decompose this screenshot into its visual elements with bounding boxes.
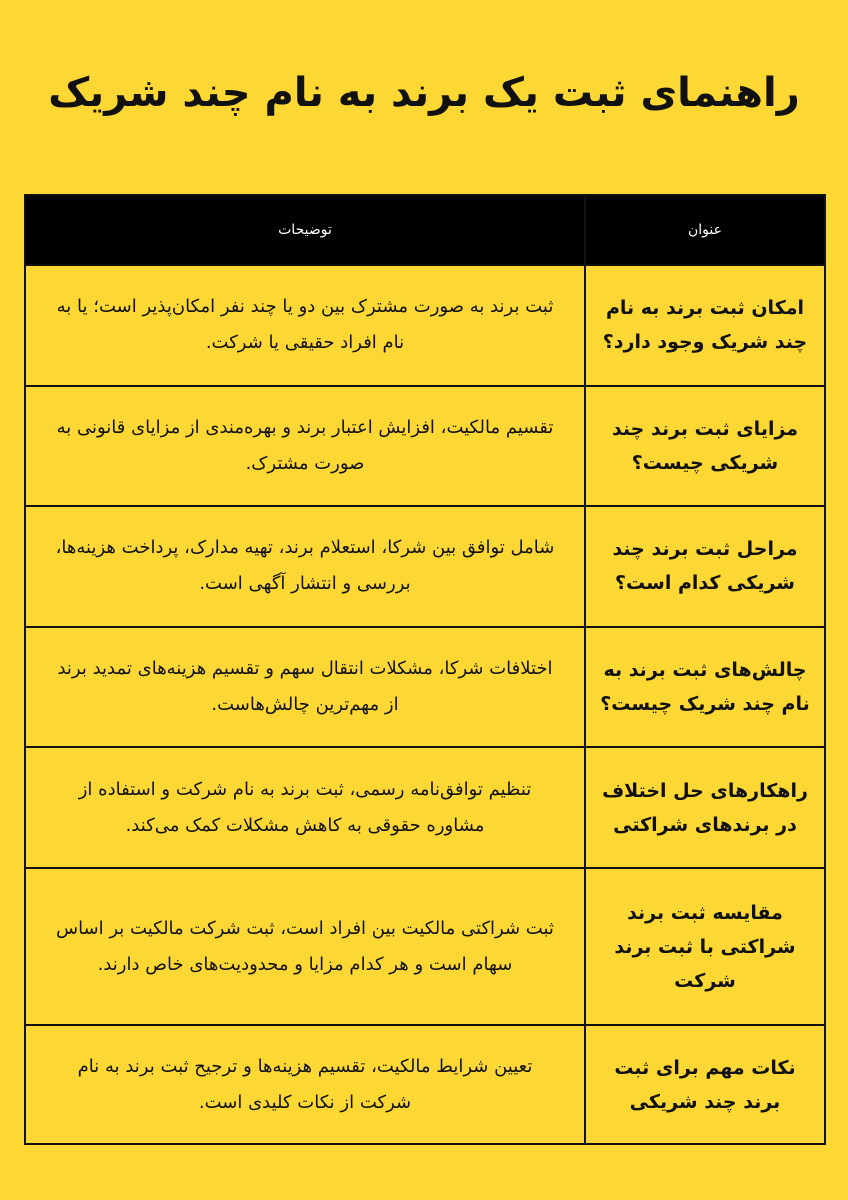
row-title: مقایسه ثبت برند شراکتی با ثبت برند شرکت [585,868,825,1025]
table-row [25,1025,825,1144]
info-table [24,194,826,1145]
table-row [25,627,825,748]
header-description: توضیحات [25,195,585,265]
row-description: ثبت برند به صورت مشترک بین دو یا چند نفر امکان‌پذیر است؛ یا به نام افراد حقیقی یا شرکت. [25,265,585,386]
table-row [25,868,825,1025]
page-title: راهنمای ثبت یک برند به نام چند شریک [48,70,800,116]
row-description: تقسیم مالکیت، افزایش اعتبار برند و بهره‌مندی از مزایای قانونی به صورت مشترک. [25,386,585,507]
row-description: اختلافات شرکا، مشکلات انتقال سهم و تقسیم هزینه‌های تمدید برند از مهم‌ترین چالش‌هاست. [25,627,585,748]
row-description: تنظیم توافق‌نامه رسمی، ثبت برند به نام شرکت و استفاده از مشاوره حقوقی به کاهش مشکلات کمک می‌کند. [25,747,585,868]
row-title: امکان ثبت برند به نام چند شریک وجود دارد؟ [585,265,825,386]
row-description: شامل توافق بین شرکا، استعلام برند، تهیه مدارک، پرداخت هزینه‌ها، بررسی و انتشار آگهی است. [25,506,585,627]
table-row [25,506,825,627]
row-description: ثبت شراکتی مالکیت بین افراد است، ثبت شرکت مالکیت بر اساس سهام است و هر کدام مزایا و محدودیت‌های خاص دارند. [25,868,585,1025]
row-title: چالش‌های ثبت برند به نام چند شریک چیست؟ [585,627,825,748]
row-title: نکات مهم برای ثبت برند چند شریکی [585,1025,825,1144]
table-row [25,747,825,868]
row-description: تعیین شرایط مالکیت، تقسیم هزینه‌ها و ترجیح ثبت برند به نام شرکت از نکات کلیدی است. [25,1025,585,1144]
header-title: عنوان [585,195,825,265]
row-title: راهکارهای حل اختلاف در برندهای شراکتی [585,747,825,868]
table-row [25,265,825,386]
row-title: مراحل ثبت برند چند شریکی کدام است؟ [585,506,825,627]
table-row [25,386,825,507]
table-header-row [25,195,825,265]
row-title: مزایای ثبت برند چند شریکی چیست؟ [585,386,825,507]
